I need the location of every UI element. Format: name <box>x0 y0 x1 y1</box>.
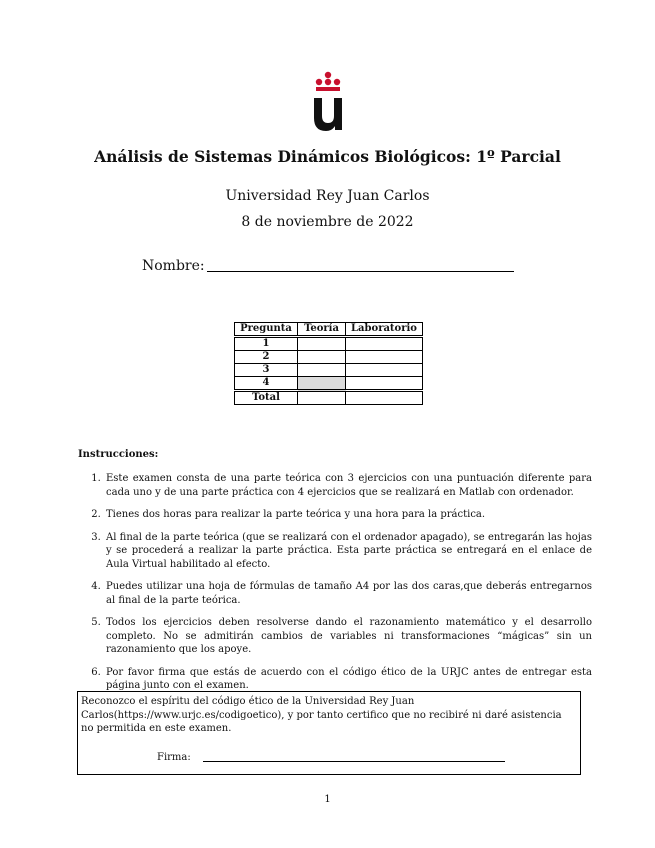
table-total-row <box>235 391 423 405</box>
crown-icon <box>316 72 340 91</box>
table-row <box>235 364 423 377</box>
exam-date: 8 de noviembre de 2022 <box>241 214 414 230</box>
list-item: 5. Todos los ejercicios deben resolverse dando el razonamiento matemático y el desarrollo completo. No se admitirán cambios de variables ni transformaciones “mágicas” sin un razonamiento que los apoye. <box>104 616 592 657</box>
signature-label: Firma: <box>157 752 191 763</box>
theory-score-cell[interactable] <box>298 351 346 364</box>
question-number: 3 <box>235 364 298 377</box>
table-row <box>235 337 423 351</box>
theory-total-cell[interactable] <box>298 391 346 405</box>
table-row <box>235 377 423 391</box>
instructions-list <box>90 472 592 702</box>
lab-total-cell[interactable] <box>346 391 423 405</box>
list-item: 1. Este examen consta de una parte teórica con 3 ejercicios con una puntuación diferente para cada uno y de una parte práctica con 4 ejercicios que se realizará en Matlab con ordenador. <box>104 472 592 499</box>
theory-score-cell-disabled <box>298 377 346 391</box>
list-item: 3. Al final de la parte teórica (que se realizará con el ordenador apagado), se entregarán las hojas y se procederá a realizar la parte práctica. Esta parte práctica se entregará en el enlace de Aula Virtual habilitado al efecto. <box>104 531 592 572</box>
total-label: Total <box>235 391 298 405</box>
column-header: Laboratorio <box>346 323 423 337</box>
lab-score-cell[interactable] <box>346 364 423 377</box>
instructions-heading: Instrucciones: <box>78 449 159 460</box>
table-header-row <box>235 323 423 337</box>
question-number: 1 <box>235 337 298 351</box>
list-item: 2. Tienes dos horas para realizar la parte teórica y una hora para la práctica. <box>104 508 592 522</box>
question-number: 2 <box>235 351 298 364</box>
lab-score-cell[interactable] <box>346 351 423 364</box>
document-title: Análisis de Sistemas Dinámicos Biológicos: 1º Parcial <box>94 147 561 166</box>
list-item: 4. Puedes utilizar una hoja de fórmulas de tamaño A4 por las dos caras,que deberás entregarnos al final de la parte teórica. <box>104 580 592 607</box>
institution-name: Universidad Rey Juan Carlos <box>225 188 430 204</box>
name-label: Nombre: <box>142 258 205 274</box>
ethics-statement-box <box>77 691 581 775</box>
page-number: 1 <box>324 794 331 805</box>
u-letter-icon <box>314 98 342 131</box>
name-input-line[interactable] <box>207 271 514 272</box>
theory-score-cell[interactable] <box>298 364 346 377</box>
column-header: Pregunta <box>235 323 298 337</box>
table-row <box>235 351 423 364</box>
lab-score-cell[interactable] <box>346 337 423 351</box>
lab-score-cell[interactable] <box>346 377 423 391</box>
question-number: 4 <box>235 377 298 391</box>
column-header: Teoría <box>298 323 346 337</box>
ethics-statement-text: Reconozco el espíritu del código ético de la Universidad Rey Juan Carlos(https://www.urjc.es/codigoetico), y por tanto certifico que no recibiré ni daré asistencia no permitida en este examen. <box>81 696 562 734</box>
theory-score-cell[interactable] <box>298 337 346 351</box>
list-item: 6. Por favor firma que estás de acuerdo con el código ético de la URJC antes de entregar esta página junto con el examen. <box>104 666 592 693</box>
grades-table <box>234 322 423 405</box>
university-logo <box>310 70 346 132</box>
signature-line[interactable] <box>203 761 505 762</box>
